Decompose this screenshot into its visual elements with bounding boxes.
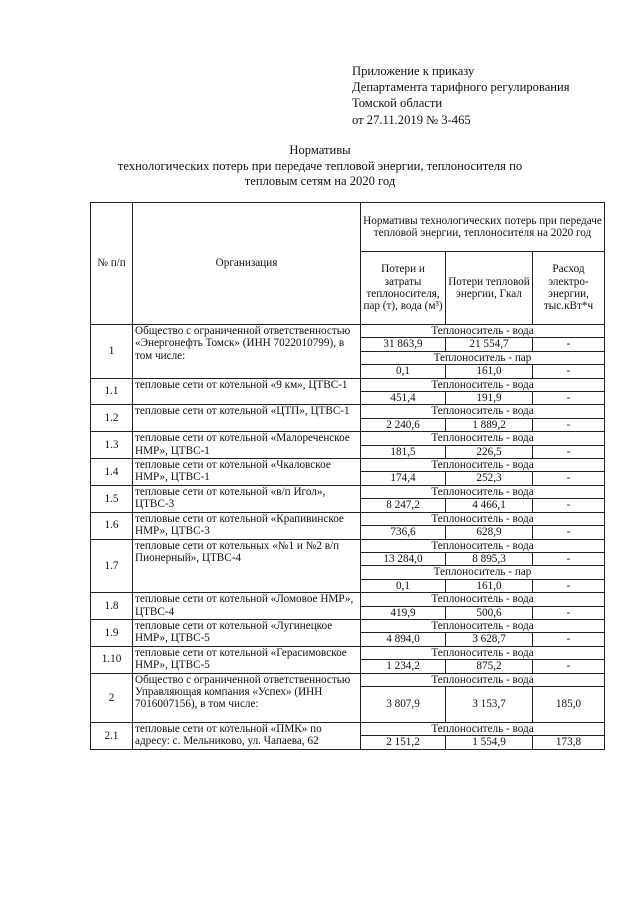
electricity-value: - [533,526,605,539]
carrier-losses-value: 451,4 [361,392,446,405]
row-number: 1.2 [91,405,133,432]
electricity-value: - [533,418,605,431]
table-row [91,673,605,686]
electricity-value: - [533,633,605,646]
carrier-label: Теплоноситель - вода [361,432,605,445]
carrier-losses-value: 8 247,2 [361,499,446,512]
row-number: 1.1 [91,378,133,405]
row-organization: тепловые сети от котельной «Чкаловское НМР», ЦТВС-1 [133,459,361,486]
row-organization: Общество с ограниченной ответственностью Управляющая компания «Успех» (ИНН 7016007156), в том числе: [133,673,361,722]
heat-losses-value: 1 889,2 [446,418,533,431]
electricity-value: - [533,472,605,485]
table-row [91,378,605,391]
header-organization: Организация [133,203,361,325]
heat-losses-value: 875,2 [446,660,533,673]
title-line: технологических потерь при передаче тепловой энергии, теплоносителя по [117,158,523,173]
carrier-label: Теплоноситель - вода [361,722,605,735]
appendix-line: Департамента тарифного регулирования [352,80,570,95]
table-row [91,512,605,525]
title-line: Нормативы [289,143,351,157]
row-number: 2.1 [91,722,133,749]
row-organization: тепловые сети от котельной «ПМК» по адресу: с. Мельниково, ул. Чапаева, 62 [133,722,361,749]
heat-losses-value: 1 554,9 [446,736,533,749]
electricity-value: - [533,499,605,512]
row-number: 1.9 [91,619,133,646]
carrier-label: Теплоноситель - пар [361,351,605,364]
heat-losses-value: 191,9 [446,392,533,405]
electricity-value: - [533,365,605,378]
table-row [91,646,605,659]
table-body [91,325,605,750]
carrier-losses-value: 2 151,2 [361,736,446,749]
table-row [91,405,605,418]
carrier-label: Теплоноситель - вода [361,539,605,552]
row-organization: тепловые сети от котельной «Ломовое НМР», ЦТВС-4 [133,593,361,620]
row-number: 1.8 [91,593,133,620]
heat-losses-value: 161,0 [446,579,533,592]
carrier-losses-value: 736,6 [361,526,446,539]
carrier-label: Теплоноситель - вода [361,673,605,686]
row-organization: тепловые сети от котельной «Малореченское НМР», ЦТВС-1 [133,432,361,459]
heat-losses-value: 21 554,7 [446,338,533,351]
carrier-losses-value: 2 240,6 [361,418,446,431]
row-number: 1.6 [91,512,133,539]
carrier-label: Теплоноситель - вода [361,405,605,418]
heat-losses-value: 3 153,7 [446,686,533,722]
row-organization: тепловые сети от котельной «Крапивинское НМР», ЦТВС-3 [133,512,361,539]
carrier-losses-value: 174,4 [361,472,446,485]
row-organization: тепловые сети от котельной «9 км», ЦТВС-1 [133,378,361,405]
carrier-losses-value: 181,5 [361,445,446,458]
heat-losses-value: 8 895,3 [446,552,533,565]
row-organization: Общество с ограниченной ответственностью «Энергонефть Томск» (ИНН 7022010799), в том числе: [133,325,361,379]
table-row [91,619,605,632]
header-electricity: Расход электро-энергии, тыс.кВт*ч [533,252,605,325]
heat-losses-value: 226,5 [446,445,533,458]
header-carrier-losses: Потери и затраты теплоносителя, пар (т), вода (м³) [361,252,446,325]
heat-losses-value: 628,9 [446,526,533,539]
title-line: тепловым сетям на 2020 год [244,174,396,189]
carrier-label: Теплоноситель - вода [361,485,605,498]
table-row [91,593,605,606]
heat-losses-value: 252,3 [446,472,533,485]
carrier-losses-value: 419,9 [361,606,446,619]
electricity-value: - [533,606,605,619]
carrier-label: Теплоноситель - пар [361,566,605,579]
electricity-value: - [533,392,605,405]
table-row [91,432,605,445]
electricity-value: - [533,660,605,673]
carrier-losses-value: 3 807,9 [361,686,446,722]
carrier-label: Теплоноситель - вода [361,378,605,391]
row-organization: тепловые сети от котельной «Лугинецкое НМР», ЦТВС-5 [133,619,361,646]
electricity-value: - [533,338,605,351]
row-number: 1.4 [91,459,133,486]
carrier-label: Теплоноситель - вода [361,459,605,472]
carrier-label: Теплоноситель - вода [361,512,605,525]
table-row [91,539,605,552]
header-heat-losses: Потери тепловой энергии, Гкал [446,252,533,325]
row-organization: тепловые сети от котельной «в/п Игол», ЦТВС-3 [133,485,361,512]
carrier-label: Теплоноситель - вода [361,619,605,632]
carrier-label: Теплоноситель - вода [361,593,605,606]
row-number: 1.10 [91,646,133,673]
row-number: 1 [91,325,133,379]
appendix-line: Томской области [352,96,443,111]
appendix-header [352,63,570,128]
heat-losses-value: 161,0 [446,365,533,378]
carrier-label: Теплоноситель - вода [361,646,605,659]
carrier-losses-value: 13 284,0 [361,552,446,565]
electricity-value: 185,0 [533,686,605,722]
carrier-label: Теплоноситель - вода [361,325,605,338]
appendix-line: от 27.11.2019 № 3-465 [352,112,471,127]
table-row [91,722,605,735]
carrier-losses-value: 0,1 [361,579,446,592]
carrier-losses-value: 0,1 [361,365,446,378]
document-title [80,143,560,190]
carrier-losses-value: 1 234,2 [361,660,446,673]
row-organization: тепловые сети от котельной «Герасимовское НМР», ЦТВС-5 [133,646,361,673]
appendix-line: Приложение к приказу [352,64,475,78]
carrier-losses-value: 31 863,9 [361,338,446,351]
row-organization: тепловые сети от котельной «ЦТП», ЦТВС-1 [133,405,361,432]
carrier-losses-value: 4 894,0 [361,633,446,646]
row-number: 2 [91,673,133,722]
heat-losses-value: 3 628,7 [446,633,533,646]
row-number: 1.7 [91,539,133,593]
table-row [91,485,605,498]
electricity-value: - [533,445,605,458]
header-norms-group: Нормативы технологических потерь при передаче тепловой энергии, теплоносителя на 2020 год [361,203,605,252]
electricity-value: - [533,579,605,592]
row-number: 1.5 [91,485,133,512]
norms-table [90,202,605,750]
row-organization: тепловые сети от котельных «№1 и №2 в/п Пионерный», ЦТВС-4 [133,539,361,593]
heat-losses-value: 500,6 [446,606,533,619]
row-number: 1.3 [91,432,133,459]
header-num: № п/п [91,203,133,325]
electricity-value: - [533,552,605,565]
electricity-value: 173,8 [533,736,605,749]
heat-losses-value: 4 466,1 [446,499,533,512]
table-row [91,325,605,338]
table-row [91,459,605,472]
